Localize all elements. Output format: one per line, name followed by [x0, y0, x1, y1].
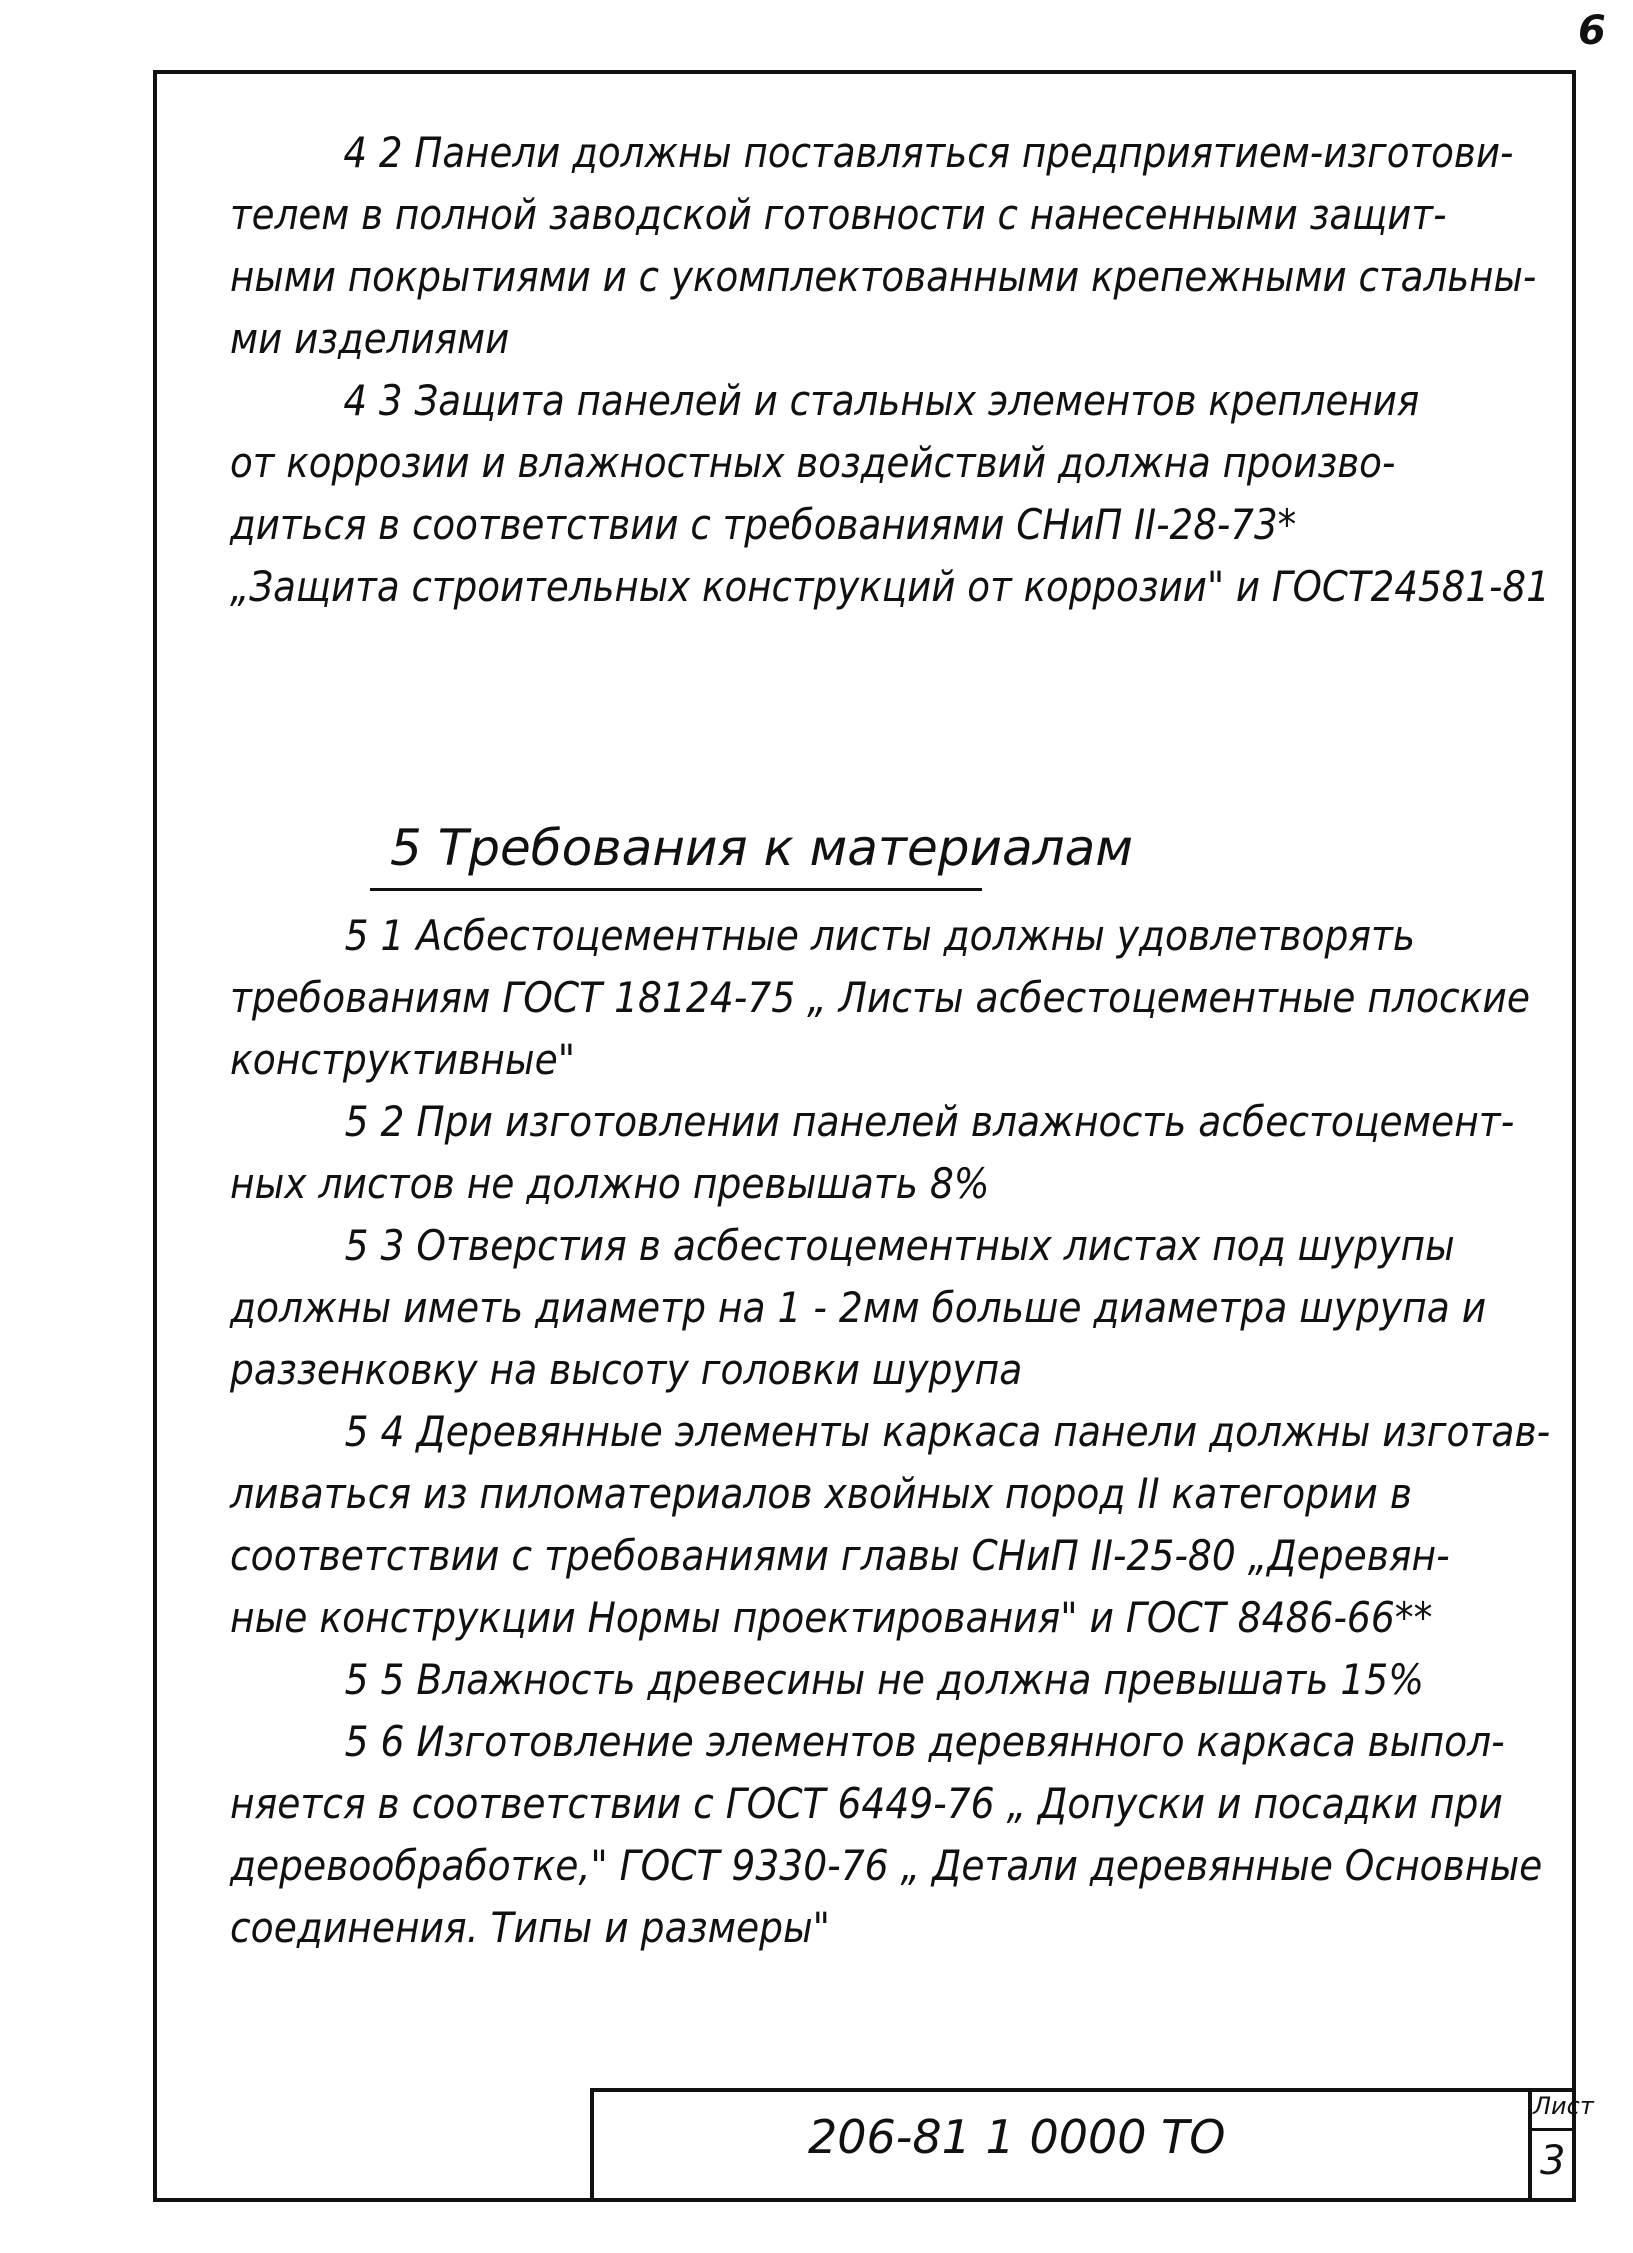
page-number: 6 [1578, 8, 1606, 54]
section-heading: 5 Требования к материалам [390, 819, 1133, 877]
paragraph-5-2-line: 5 2 При изготовлении панелей влажность асбестоцемент- [344, 1097, 1515, 1146]
paragraph-4-2-line: телем в полной заводской готовности с нанесенными защит- [230, 190, 1447, 239]
paragraph-5-3-line: должны иметь диаметр на 1 - 2мм больше диаметра шурупа и [230, 1283, 1487, 1332]
paragraph-5-4-line: соответствии с требованиями главы СНиП II-25-80 „Деревян- [230, 1531, 1450, 1580]
paragraph-5-6-line: няется в соответствии с ГОСТ 6449-76 „ Допуски и посадки при [230, 1779, 1503, 1828]
paragraph-4-2-line: 4 2 Панели должны поставляться предприятием-изготови- [343, 128, 1514, 177]
sheet-label: Лист [1533, 2092, 1594, 2120]
document-code: 206-81 1 0000 ТО [808, 2110, 1226, 2164]
paragraph-5-2-line: ных листов не должно превышать 8% [230, 1159, 990, 1208]
paragraph-4-3-line: от коррозии и влажностных воздействий должна произво- [230, 438, 1396, 487]
paragraph-5-1-line: требованиям ГОСТ 18124-75 „ Листы асбестоцементные плоские [230, 973, 1530, 1022]
sheet-cell-separator [1528, 2128, 1573, 2131]
paragraph-4-2-line: ми изделиями [230, 314, 510, 363]
paragraph-5-4-line: 5 4 Деревянные элементы каркаса панели должны изготав- [344, 1407, 1551, 1456]
paragraph-5-1-line: конструктивные" [230, 1035, 576, 1084]
paragraph-5-6-line: 5 6 Изготовление элементов деревянного каркаса выпол- [344, 1717, 1505, 1766]
lower-text-block [230, 905, 1551, 1959]
sheet-number: 3 [1540, 2138, 1566, 2184]
sheet-cell-divider [1528, 2088, 1532, 2200]
heading-underline [370, 888, 982, 891]
paragraph-4-3-line: 4 3 Защита панелей и стальных элементов крепления [343, 376, 1420, 425]
paragraph-5-5-line: 5 5 Влажность древесины не должна превышать 15% [344, 1655, 1424, 1704]
paragraph-4-3-line: диться в соответствии с требованиями СНиП II-28-73* [230, 500, 1297, 549]
paragraph-5-6-line: деревообработке," ГОСТ 9330-76 „ Детали деревянные Основные [230, 1841, 1543, 1890]
paragraph-4-2-line: ными покрытиями и с укомплектованными крепежными стальны- [230, 252, 1537, 301]
paragraph-5-4-line: ные конструкции Нормы проектирования" и ГОСТ 8486-66** [230, 1593, 1433, 1642]
paragraph-5-4-line: ливаться из пиломатериалов хвойных пород II категории в [230, 1469, 1412, 1518]
paragraph-5-1-line: 5 1 Асбестоцементные листы должны удовлетворять [344, 911, 1416, 960]
title-block-divider [590, 2088, 594, 2200]
paragraph-5-3-line: 5 3 Отверстия в асбестоцементных листах под шурупы [344, 1221, 1455, 1270]
paragraph-4-3-line: „Защита строительных конструкций от коррозии" и ГОСТ24581-81 [230, 562, 1550, 611]
upper-text-block [230, 122, 1550, 618]
title-block-border [590, 2088, 1573, 2092]
paragraph-5-3-line: раззенковку на высоту головки шурупа [230, 1345, 1023, 1394]
paragraph-5-6-line: соединения. Типы и размеры" [230, 1903, 830, 1952]
